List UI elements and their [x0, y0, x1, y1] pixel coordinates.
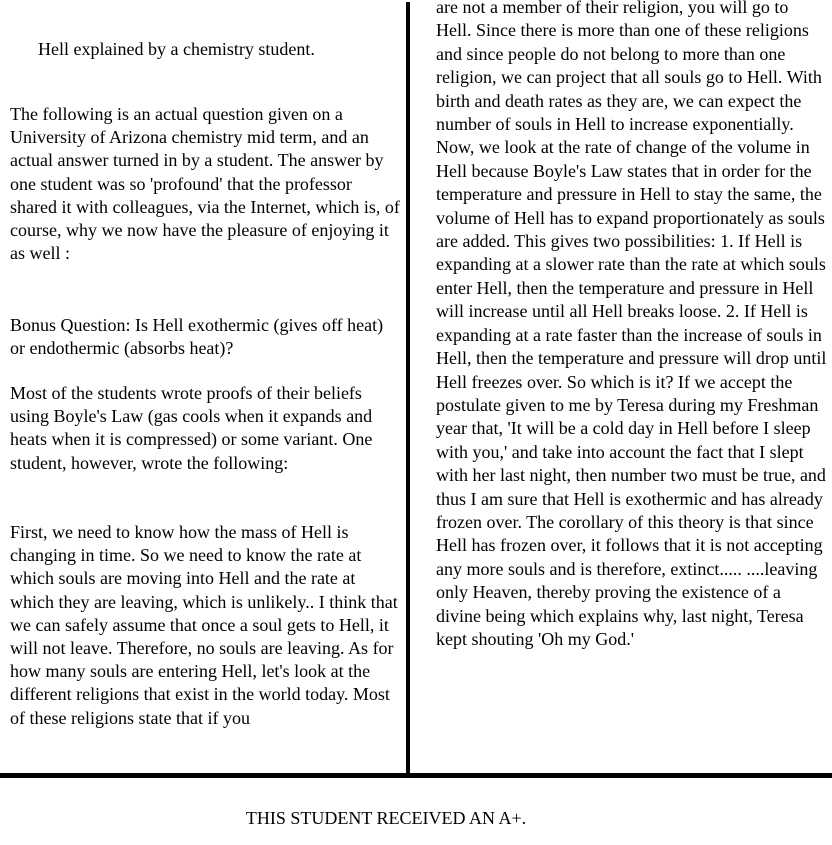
horizontal-rule [0, 773, 832, 778]
column-divider [406, 2, 410, 776]
bonus-question-paragraph: Bonus Question: Is Hell exothermic (gives off heat) or endothermic (absorbs heat)? [10, 315, 384, 359]
intro-paragraph: The following is an actual question given on a University of Arizona chemistry mid term, and an actual answer turned in by a student. The answer by one student was so 'profound' that the professor shared it with colleagues, via the Internet, which is, of course, why we now have the pleasure of enjoying it as well : [10, 104, 400, 264]
students-context-paragraph: Most of the students wrote proofs of their beliefs using Boyle's Law (gas cools when it expands and heats when it is compressed) or some variant. One student, however, wrote the following: [10, 383, 373, 473]
answer-paragraph-start: First, we need to know how the mass of Hell is changing in time. So we need to know the rate at which souls are moving into Hell and the rate at which they are leaving, which is unlikely.. I think that we can safely assume that once a soul gets to Hell, it will not leave. Therefore, no souls are leaving. As for how many souls are entering Hell, let's look at the different religions that exist in the world today. Most of these religions state that if you [10, 522, 398, 728]
document-title: Hell explained by a chemistry student. [38, 39, 315, 59]
left-column [10, 0, 400, 775]
answer-paragraph-continued: are not a member of their religion, you will go to Hell. Since there is more than one of these religions and since people do not belong to more than one religion, we can project that all souls go to Hell. With birth and death rates as they are, we can expect the number of souls in Hell to increase exponentially. Now, we look at the rate of change of the volume in Hell because Boyle's Law states that in order for the temperature and pressure in Hell to stay the same, the volume of Hell has to expand proportionately as souls are added. This gives two possibilities: 1. If Hell is expanding at a slower rate than the rate at which souls enter Hell, then the temperature and pressure in Hell will increase until all Hell breaks loose. 2. If Hell is expanding at a rate faster than the increase of souls in Hell, then the temperature and pressure will drop until Hell freezes over. So which is it? If we accept the postulate given to me by Teresa during my Freshman year that, 'It will be a cold day in Hell before I sleep with you,' and take into account the fact that I slept with her last night, then number two must be true, and thus I am sure that Hell is exothermic and has already frozen over. The corollary of this theory is that since Hell has frozen over, it follows that it is not accepting any more souls and is therefore, extinct..... ....leaving only Heaven, thereby proving the existence of a divine being which explains why, last night, Teresa kept shouting 'Oh my God.' [436, 0, 827, 649]
right-column [436, 0, 828, 775]
footer-verdict: THIS STUDENT RECEIVED AN A+. [245, 808, 527, 828]
